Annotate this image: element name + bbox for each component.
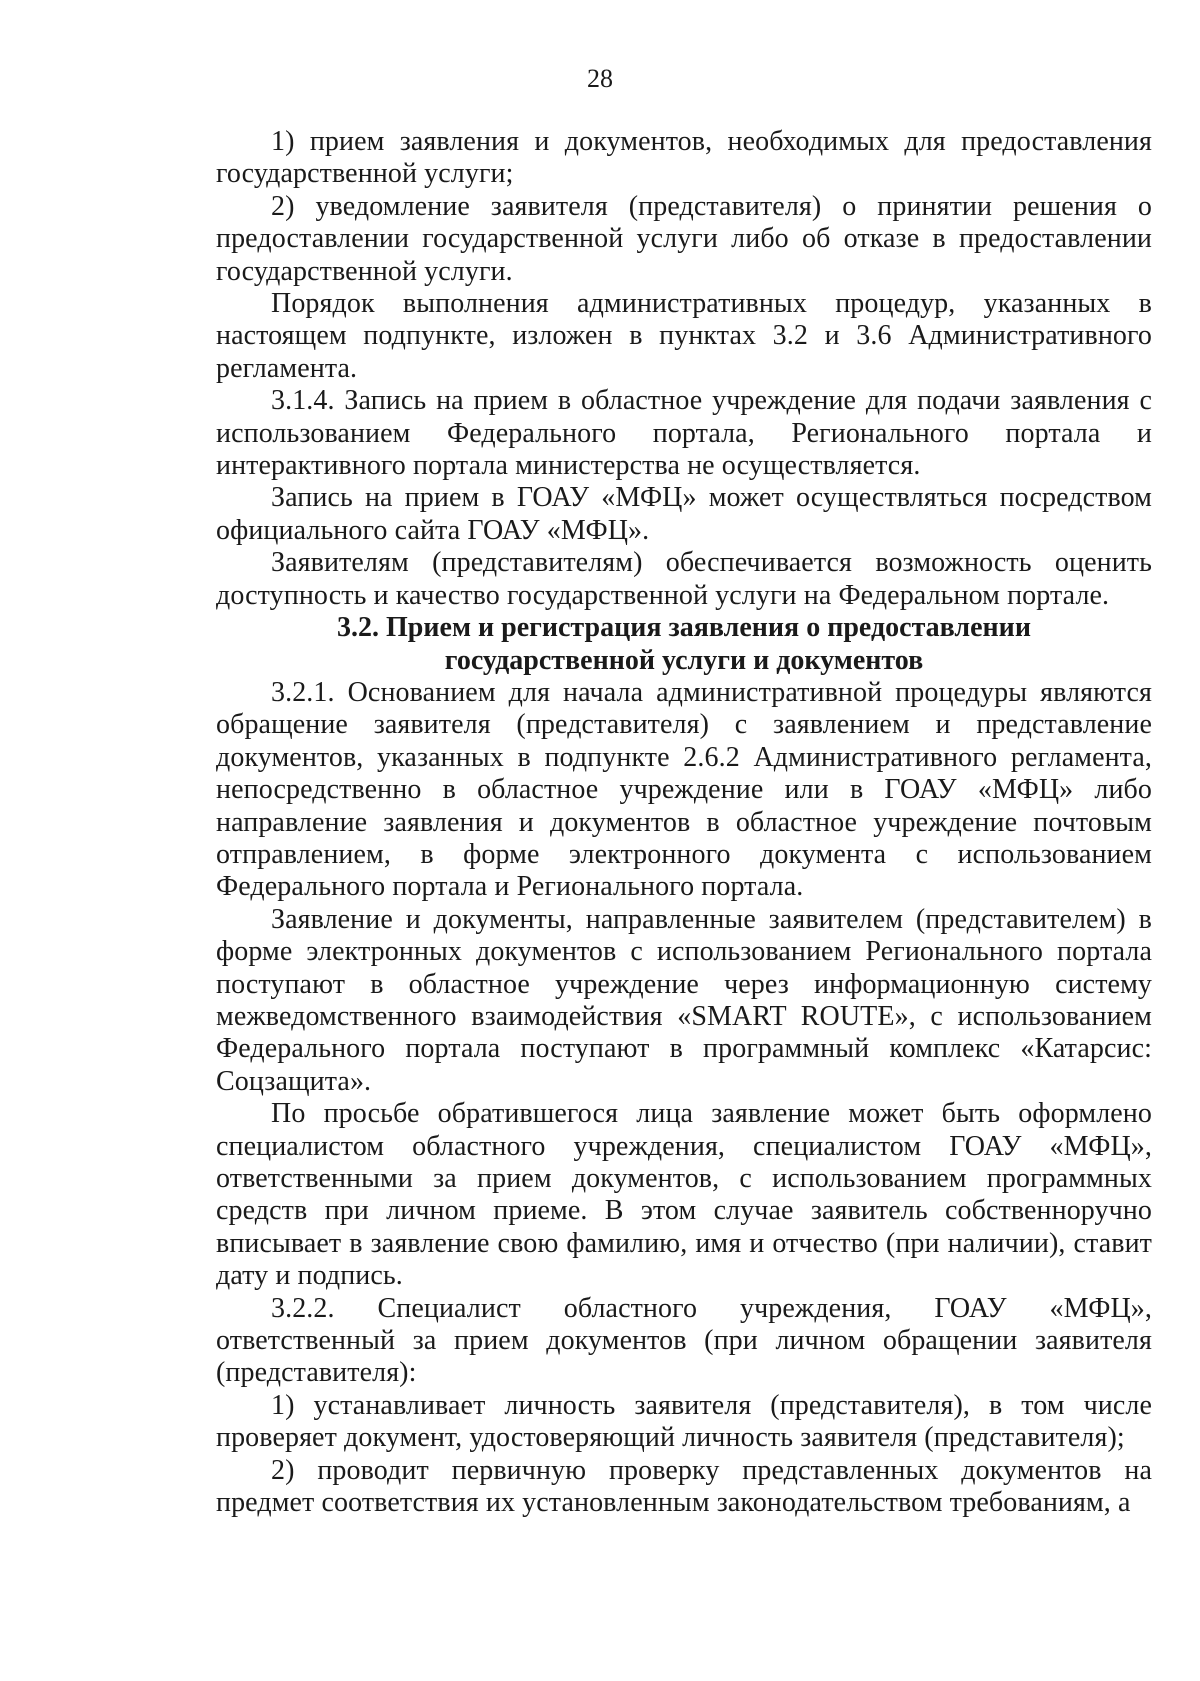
section-heading-line-2: государственной услуги и документов: [444, 644, 924, 676]
paragraph: По просьбе обратившегося лица заявление может быть оформлено специалистом областного учреждения, специалистом ГОАУ «МФЦ», ответственными за прием документов, с использованием программных средств при личном приеме. В этом случае заявитель собственноручно вписывает в заявление свою фамилию, имя и отчество (при наличии), ставит дату и подпись.: [216, 1098, 1152, 1292]
paragraph: Порядок выполнения административных процедур, указанных в настоящем подпункте, изложен в пунктах 3.2 и 3.6 Административного регламента.: [216, 288, 1152, 384]
paragraph: 3.2.1. Основанием для начала административной процедуры являются обращение заявителя (представителя) с заявлением и представление документов, указанных в подпункте 2.6.2 Административного регламента, непосредственно в областное учреждение или в ГОАУ «МФЦ» либо направление заявления и документов в областное учреждение почтовым отправлением, в форме электронного документа с использованием Федерального портала и Регионального портала.: [216, 676, 1152, 903]
section-heading: [216, 612, 1152, 677]
paragraph: 3.1.4. Запись на прием в областное учреждение для подачи заявления с использованием Федерального портала, Регионального портала и интерактивного портала министерства не осуществляется.: [216, 385, 1152, 482]
paragraph: Заявление и документы, направленные заявителем (представителем) в форме электронных документов с использованием Регионального портала поступают в областное учреждение через информационную систему межведомственного взаимодействия «SMART ROUTE», с использованием Федерального портала поступают в программный комплекс «Катарсис: Соцзащита».: [216, 903, 1152, 1097]
document-body: [216, 126, 1152, 1519]
paragraph: 3.2.2. Специалист областного учреждения, ГОАУ «МФЦ», ответственный за прием документов (при личном обращении заявителя (представителя):: [216, 1292, 1152, 1389]
paragraph: Запись на прием в ГОАУ «МФЦ» может осуществляться посредством официального сайта ГОАУ «МФЦ».: [216, 482, 1152, 546]
section-heading-line-1: 3.2. Прием и регистрация заявления о предоставлении: [337, 612, 1031, 644]
paragraph: 1) устанавливает личность заявителя (представителя), в том числе проверяет документ, удостоверяющий личность заявителя (представителя);: [216, 1389, 1152, 1454]
paragraph: 1) прием заявления и документов, необходимых для предоставления государственной услуги;: [216, 126, 1152, 190]
paragraph: Заявителям (представителям) обеспечивается возможность оценить доступность и качество государственной услуги на Федеральном портале.: [216, 547, 1152, 611]
page-number: 28: [587, 64, 613, 93]
paragraph: 2) проводит первичную проверку представленных документов на предмет соответствия их установленным законодательством требованиям, а: [216, 1454, 1152, 1519]
paragraph: 2) уведомление заявителя (представителя) о принятии решения о предоставлении государственной услуги либо об отказе в предоставлении государственной услуги.: [216, 190, 1152, 287]
